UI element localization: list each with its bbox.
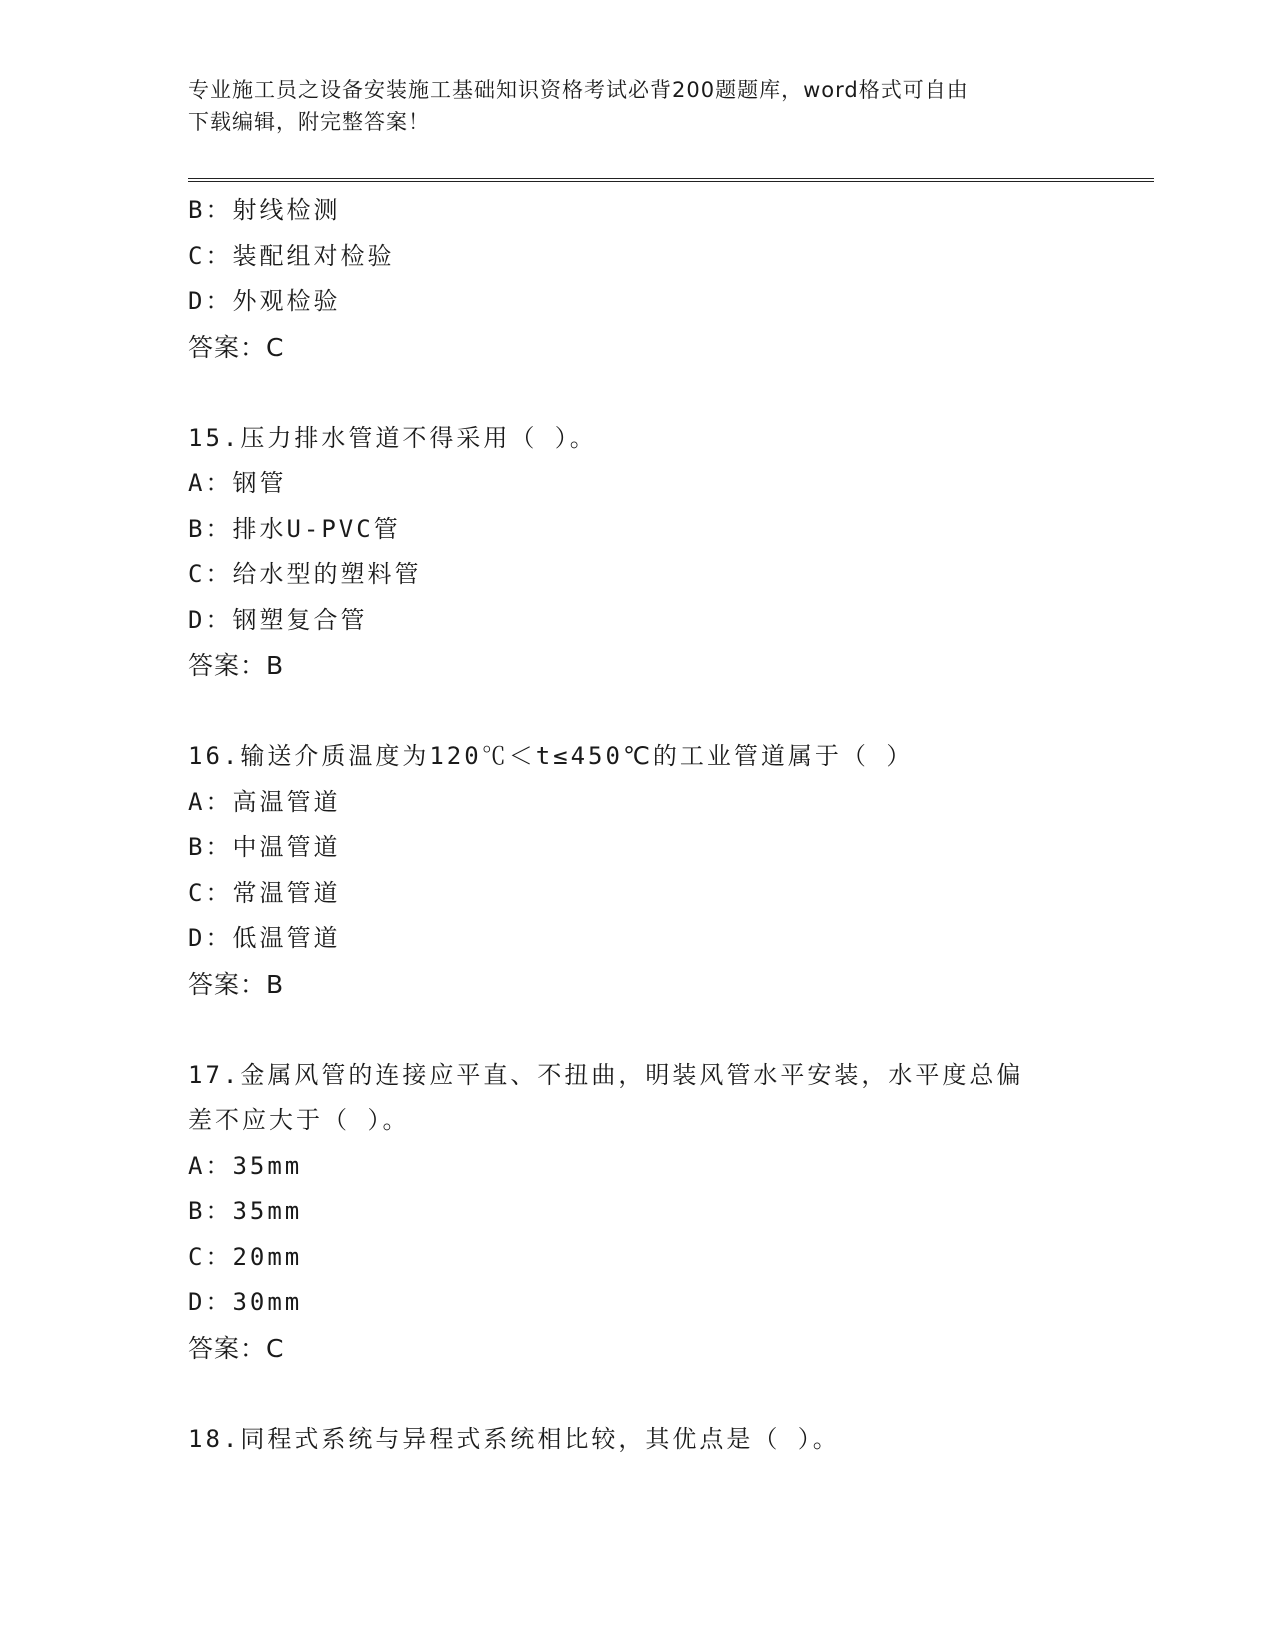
option-b: B：35mm bbox=[188, 1197, 303, 1225]
question-text-line-1: 17.金属风管的连接应平直、不扭曲，明装风管水平安装，水平度总偏 bbox=[188, 1060, 1024, 1089]
option-b: B：中温管道 bbox=[188, 833, 341, 861]
option-c: C：常温管道 bbox=[188, 878, 341, 907]
question-text-line-2: 差不应大于（ ）。 bbox=[188, 1106, 410, 1134]
question-text: 15.压力排水管道不得采用（ ）。 bbox=[188, 423, 597, 452]
option-b: B：射线检测 bbox=[188, 196, 341, 224]
option-c: C：20mm bbox=[188, 1242, 303, 1271]
question-list bbox=[188, 188, 1088, 1462]
option-a: A：35mm bbox=[188, 1151, 303, 1180]
question-15-block bbox=[188, 416, 1088, 689]
question-text: 18.同程式系统与异程式系统相比较，其优点是（ ）。 bbox=[188, 1424, 840, 1453]
question-17-block bbox=[188, 1053, 1088, 1372]
header-divider bbox=[188, 178, 1154, 182]
answer: 答案：C bbox=[188, 1333, 285, 1363]
header-line-1: 专业施工员之设备安装施工基础知识资格考试必背200题题库，word格式可自由 bbox=[188, 78, 969, 102]
answer: 答案：C bbox=[188, 332, 285, 362]
question-text: 16.输送介质温度为120℃＜t≤450℃的工业管道属于（ ） bbox=[188, 742, 914, 770]
option-d: D：30mm bbox=[188, 1288, 303, 1316]
question-18-block bbox=[188, 1417, 1088, 1463]
option-a: A：高温管道 bbox=[188, 787, 341, 816]
spacer bbox=[188, 689, 1088, 735]
question-14-block bbox=[188, 188, 1088, 370]
spacer bbox=[188, 370, 1088, 416]
option-d: D：低温管道 bbox=[188, 924, 341, 952]
spacer bbox=[188, 1007, 1088, 1053]
header-line-2: 下载编辑，附完整答案！ bbox=[188, 110, 430, 134]
option-d: D：钢塑复合管 bbox=[188, 605, 368, 634]
option-a: A：钢管 bbox=[188, 469, 287, 497]
option-b: B：排水U-PVC管 bbox=[188, 514, 401, 543]
option-d: D：外观检验 bbox=[188, 287, 341, 315]
document-header bbox=[188, 74, 1088, 138]
option-c: C：装配组对检验 bbox=[188, 241, 395, 270]
answer: 答案：B bbox=[188, 651, 285, 680]
question-16-block bbox=[188, 734, 1088, 1007]
answer: 答案：B bbox=[188, 969, 285, 999]
spacer bbox=[188, 1371, 1088, 1417]
option-c: C：给水型的塑料管 bbox=[188, 560, 422, 588]
